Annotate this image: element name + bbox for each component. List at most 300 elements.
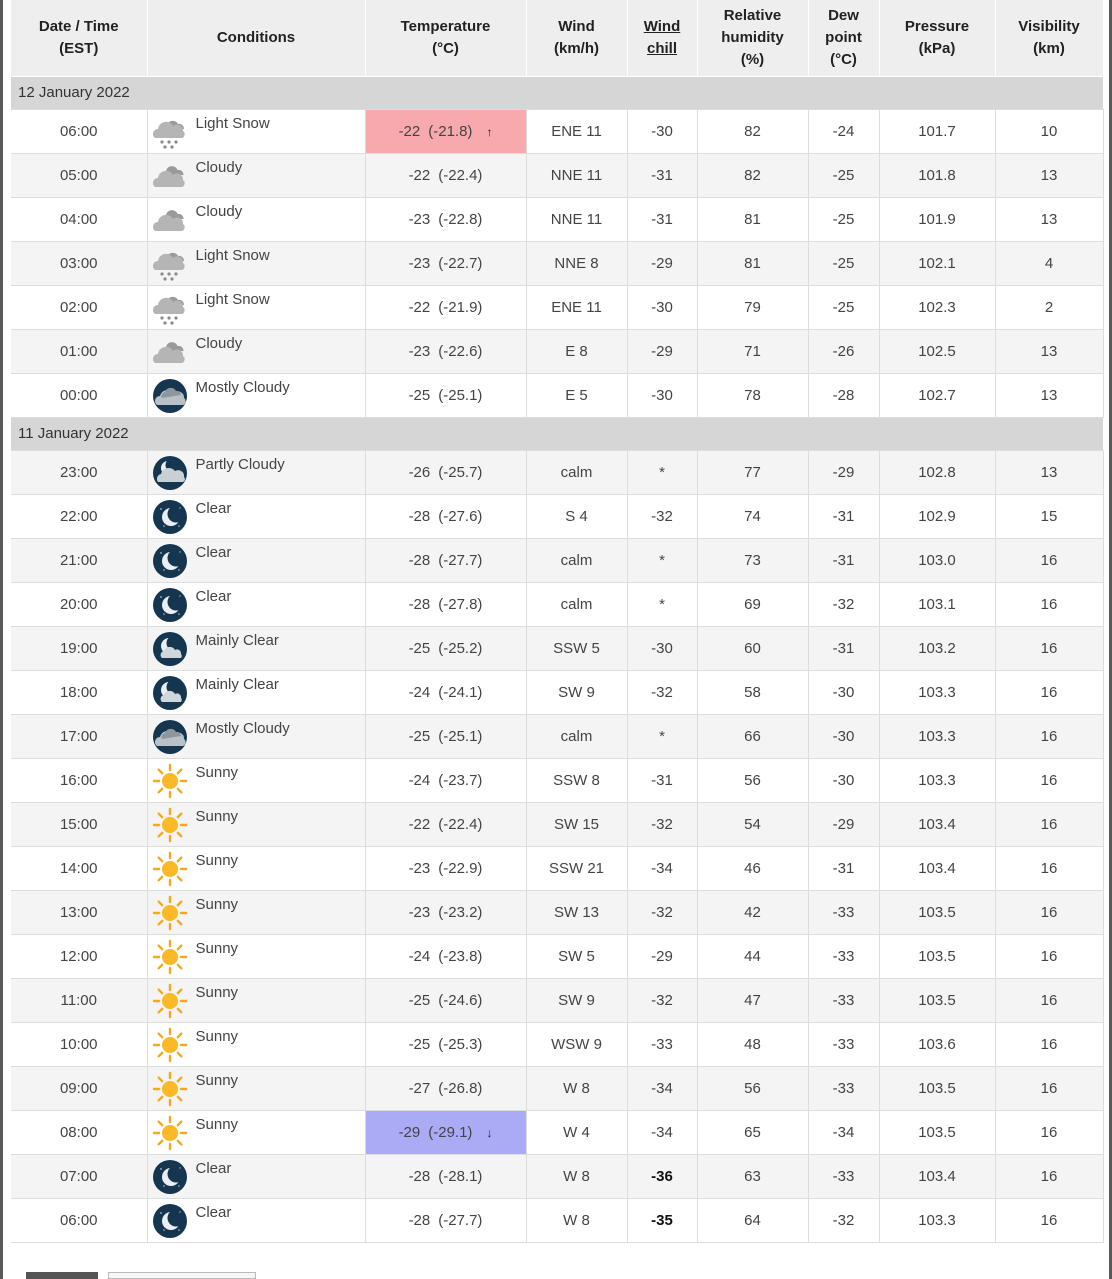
sunny-icon [152, 895, 188, 931]
humidity-cell: 71 [697, 329, 808, 373]
temp-precise: (-23.2) [438, 903, 483, 921]
wind-cell: SSW 21 [526, 846, 627, 890]
time-cell: 01:00 [11, 329, 147, 373]
condition-label: Sunny [195, 895, 239, 913]
condition-label: Sunny [195, 763, 239, 781]
windchill-cell: -29 [627, 241, 697, 285]
conditions-cell [147, 1110, 365, 1154]
windchill-cell: -32 [627, 890, 697, 934]
temperature-cell [365, 153, 526, 197]
pressure-cell: 103.3 [879, 714, 995, 758]
temp-precise: (-22.4) [438, 166, 483, 184]
temperature-cell [365, 1022, 526, 1066]
hourly-observations [11, 0, 1103, 1243]
visibility-cell: 16 [995, 626, 1103, 670]
table-row [11, 978, 1103, 1022]
mainly-clear-night-icon [152, 631, 188, 667]
humidity-cell: 65 [697, 1110, 808, 1154]
table-row [11, 285, 1103, 329]
condition-label: Sunny [195, 983, 239, 1001]
windchill-cell: -32 [627, 978, 697, 1022]
pressure-cell: 102.7 [879, 373, 995, 417]
wind-cell: NNE 11 [526, 197, 627, 241]
humidity-cell: 74 [697, 494, 808, 538]
wind-cell: S 4 [526, 494, 627, 538]
temperature-cell [365, 758, 526, 802]
clear-night-icon [152, 1159, 188, 1195]
wind-cell: NNE 8 [526, 241, 627, 285]
conditions-cell [147, 670, 365, 714]
temp-precise: (-25.7) [438, 463, 483, 481]
condition-label: Sunny [195, 851, 239, 869]
time-cell: 15:00 [11, 802, 147, 846]
conditions-cell [147, 890, 365, 934]
temp-value: -23 [408, 254, 431, 272]
temperature-cell [365, 197, 526, 241]
windchill-cell: * [627, 582, 697, 626]
condition-label: Sunny [195, 939, 239, 957]
time-cell: 10:00 [11, 1022, 147, 1066]
conditions-cell [147, 1022, 365, 1066]
windchill-cell: -30 [627, 285, 697, 329]
visibility-cell: 13 [995, 329, 1103, 373]
temp-precise: (-22.4) [438, 815, 483, 833]
pressure-cell: 103.1 [879, 582, 995, 626]
pressure-cell: 103.4 [879, 846, 995, 890]
conditions-cell [147, 1066, 365, 1110]
condition-label: Cloudy [195, 158, 243, 176]
temperature-cell [365, 978, 526, 1022]
visibility-cell: 16 [995, 538, 1103, 582]
table-row [11, 241, 1103, 285]
temp-value: -25 [408, 639, 431, 657]
header-pressure: Pressure (kPa) [879, 0, 995, 76]
header-humidity: Relative humidity (%) [697, 0, 808, 76]
windchill-cell: -32 [627, 802, 697, 846]
pressure-cell: 103.3 [879, 758, 995, 802]
temp-precise: (-21.8) [428, 122, 473, 140]
conditions-cell [147, 802, 365, 846]
visibility-cell: 2 [995, 285, 1103, 329]
temperature-cell [365, 450, 526, 494]
temperature-cell [365, 802, 526, 846]
windchill-cell: -30 [627, 109, 697, 153]
conditions-cell [147, 373, 365, 417]
wind-cell: SSW 5 [526, 626, 627, 670]
condition-label: Mainly Clear [195, 631, 279, 649]
dewpoint-cell: -33 [808, 890, 879, 934]
time-cell: 23:00 [11, 450, 147, 494]
condition-label: Sunny [195, 1115, 239, 1133]
temp-precise: (-22.7) [438, 254, 483, 272]
wind-cell: ENE 11 [526, 285, 627, 329]
time-cell: 09:00 [11, 1066, 147, 1110]
dewpoint-cell: -33 [808, 1022, 879, 1066]
temp-value: -23 [408, 210, 431, 228]
temp-value: -25 [408, 386, 431, 404]
time-cell: 05:00 [11, 153, 147, 197]
windchill-cell: -29 [627, 934, 697, 978]
temp-value: -22 [408, 166, 431, 184]
visibility-cell: 16 [995, 1154, 1103, 1198]
mostly-cloudy-night-icon [152, 378, 188, 414]
windchill-cell: -36 [627, 1154, 697, 1198]
table-body [11, 76, 1103, 1242]
conditions-cell [147, 846, 365, 890]
windchill-cell: * [627, 538, 697, 582]
time-cell: 17:00 [11, 714, 147, 758]
dewpoint-cell: -30 [808, 758, 879, 802]
sunny-icon [152, 983, 188, 1019]
condition-label: Clear [195, 543, 232, 561]
time-cell: 16:00 [11, 758, 147, 802]
dewpoint-cell: -33 [808, 978, 879, 1022]
table-row [11, 1066, 1103, 1110]
visibility-cell: 16 [995, 802, 1103, 846]
tab-active[interactable] [26, 1272, 98, 1279]
dewpoint-cell: -29 [808, 802, 879, 846]
temp-precise: (-22.6) [438, 342, 483, 360]
pressure-cell: 103.5 [879, 890, 995, 934]
table-row [11, 494, 1103, 538]
dewpoint-cell: -33 [808, 934, 879, 978]
condition-label: Clear [195, 1203, 232, 1221]
pressure-cell: 103.6 [879, 1022, 995, 1066]
visibility-cell: 16 [995, 1198, 1103, 1242]
weather-table [11, 0, 1104, 1243]
temp-precise: (-28.1) [438, 1167, 483, 1185]
sunny-icon [152, 939, 188, 975]
humidity-cell: 81 [697, 197, 808, 241]
pressure-cell: 102.8 [879, 450, 995, 494]
visibility-cell: 13 [995, 450, 1103, 494]
visibility-cell: 16 [995, 934, 1103, 978]
temp-value: -22 [408, 298, 431, 316]
visibility-cell: 16 [995, 714, 1103, 758]
wind-cell: SW 9 [526, 978, 627, 1022]
dewpoint-cell: -33 [808, 1066, 879, 1110]
temp-precise: (-24.1) [438, 683, 483, 701]
time-cell: 03:00 [11, 241, 147, 285]
time-cell: 13:00 [11, 890, 147, 934]
temp-value: -29 [398, 1123, 421, 1141]
table-row [11, 538, 1103, 582]
visibility-cell: 13 [995, 373, 1103, 417]
wind-cell: SW 9 [526, 670, 627, 714]
table-row [11, 934, 1103, 978]
header-row [11, 0, 1103, 76]
time-cell: 22:00 [11, 494, 147, 538]
temp-value: -25 [408, 1035, 431, 1053]
temperature-cell [365, 714, 526, 758]
temperature-cell [365, 1066, 526, 1110]
temperature-cell [365, 329, 526, 373]
condition-label: Clear [195, 1159, 232, 1177]
windchill-cell: -31 [627, 758, 697, 802]
temp-value: -27 [408, 1079, 431, 1097]
table-row [11, 890, 1103, 934]
table-row [11, 758, 1103, 802]
condition-label: Light Snow [195, 114, 270, 132]
temp-value: -28 [408, 1167, 431, 1185]
wind-cell: W 4 [526, 1110, 627, 1154]
temp-precise: (-25.1) [438, 386, 483, 404]
arrow-up-icon: ↑ [486, 124, 493, 139]
temperature-cell [365, 109, 526, 153]
visibility-cell: 16 [995, 670, 1103, 714]
temp-value: -24 [408, 683, 431, 701]
dewpoint-cell: -34 [808, 1110, 879, 1154]
dewpoint-cell: -32 [808, 582, 879, 626]
wind-cell: SW 5 [526, 934, 627, 978]
wind-cell: W 8 [526, 1154, 627, 1198]
wind-cell: E 5 [526, 373, 627, 417]
clear-night-icon [152, 587, 188, 623]
cloudy-icon [152, 202, 188, 238]
temp-precise: (-22.9) [438, 859, 483, 877]
temp-value: -23 [408, 342, 431, 360]
temperature-cell [365, 241, 526, 285]
temperature-cell [365, 934, 526, 978]
conditions-cell [147, 241, 365, 285]
pressure-cell: 102.9 [879, 494, 995, 538]
humidity-cell: 42 [697, 890, 808, 934]
header-temperature: Temperature (°C) [365, 0, 526, 76]
humidity-cell: 66 [697, 714, 808, 758]
temperature-cell [365, 846, 526, 890]
conditions-cell [147, 1154, 365, 1198]
windchill-cell: -29 [627, 329, 697, 373]
temperature-cell [365, 285, 526, 329]
humidity-cell: 82 [697, 109, 808, 153]
conditions-cell [147, 109, 365, 153]
windchill-cell: -34 [627, 1066, 697, 1110]
humidity-cell: 58 [697, 670, 808, 714]
temp-precise: (-25.2) [438, 639, 483, 657]
windchill-cell: -32 [627, 670, 697, 714]
wind-cell: calm [526, 582, 627, 626]
light-snow-icon [152, 290, 188, 326]
humidity-cell: 73 [697, 538, 808, 582]
dewpoint-cell: -31 [808, 494, 879, 538]
temp-precise: (-27.8) [438, 595, 483, 613]
pressure-cell: 101.7 [879, 109, 995, 153]
date-label: 11 January 2022 [11, 417, 1103, 450]
humidity-cell: 60 [697, 626, 808, 670]
mainly-clear-night-icon [152, 675, 188, 711]
cloudy-icon [152, 158, 188, 194]
wind-cell: calm [526, 714, 627, 758]
temp-precise: (-25.1) [438, 727, 483, 745]
window-frame-left [0, 0, 3, 1279]
arrow-down-icon: ↓ [486, 1125, 493, 1140]
pressure-cell: 102.5 [879, 329, 995, 373]
temp-precise: (-24.6) [438, 991, 483, 1009]
temperature-cell [365, 1154, 526, 1198]
cloudy-icon [152, 334, 188, 370]
table-row [11, 197, 1103, 241]
temp-value: -23 [408, 903, 431, 921]
wind-cell: W 8 [526, 1198, 627, 1242]
windchill-cell: -32 [627, 494, 697, 538]
pressure-cell: 103.5 [879, 1110, 995, 1154]
header-wind: Wind (km/h) [526, 0, 627, 76]
temp-value: -23 [408, 859, 431, 877]
conditions-cell [147, 538, 365, 582]
conditions-cell [147, 450, 365, 494]
header-conditions: Conditions [147, 0, 365, 76]
humidity-cell: 63 [697, 1154, 808, 1198]
sunny-icon [152, 763, 188, 799]
time-cell: 02:00 [11, 285, 147, 329]
temp-precise: (-27.7) [438, 551, 483, 569]
pressure-cell: 103.4 [879, 1154, 995, 1198]
temperature-cell [365, 1198, 526, 1242]
table-row [11, 626, 1103, 670]
pressure-cell: 103.5 [879, 1066, 995, 1110]
condition-label: Clear [195, 587, 232, 605]
dewpoint-cell: -33 [808, 1154, 879, 1198]
condition-label: Mainly Clear [195, 675, 279, 693]
temperature-cell [365, 582, 526, 626]
pressure-cell: 103.5 [879, 978, 995, 1022]
time-cell: 08:00 [11, 1110, 147, 1154]
humidity-cell: 48 [697, 1022, 808, 1066]
temp-precise: (-23.8) [438, 947, 483, 965]
humidity-cell: 81 [697, 241, 808, 285]
temp-value: -26 [408, 463, 431, 481]
visibility-cell: 16 [995, 978, 1103, 1022]
dewpoint-cell: -26 [808, 329, 879, 373]
temp-precise: (-22.8) [438, 210, 483, 228]
conditions-cell [147, 494, 365, 538]
humidity-cell: 69 [697, 582, 808, 626]
visibility-cell: 16 [995, 1066, 1103, 1110]
pressure-cell: 103.4 [879, 802, 995, 846]
table-row [11, 109, 1103, 153]
windchill-cell: * [627, 714, 697, 758]
conditions-cell [147, 626, 365, 670]
windchill-cell: -33 [627, 1022, 697, 1066]
time-cell: 18:00 [11, 670, 147, 714]
condition-label: Clear [195, 499, 232, 517]
windchill-cell: -35 [627, 1198, 697, 1242]
table-row [11, 714, 1103, 758]
temperature-cell [365, 494, 526, 538]
dewpoint-cell: -24 [808, 109, 879, 153]
date-label: 12 January 2022 [11, 76, 1103, 109]
visibility-cell: 16 [995, 1022, 1103, 1066]
temp-value: -28 [408, 595, 431, 613]
pressure-cell: 102.1 [879, 241, 995, 285]
visibility-cell: 16 [995, 582, 1103, 626]
conditions-cell [147, 978, 365, 1022]
wind-cell: SSW 8 [526, 758, 627, 802]
humidity-cell: 56 [697, 1066, 808, 1110]
wind-cell: SW 13 [526, 890, 627, 934]
visibility-cell: 15 [995, 494, 1103, 538]
condition-label: Sunny [195, 1071, 239, 1089]
temperature-cell [365, 1110, 526, 1154]
table-row [11, 582, 1103, 626]
pressure-cell: 103.2 [879, 626, 995, 670]
conditions-cell [147, 714, 365, 758]
mostly-cloudy-night-icon [152, 719, 188, 755]
dewpoint-cell: -25 [808, 153, 879, 197]
condition-label: Sunny [195, 1027, 239, 1045]
wind-cell: SW 15 [526, 802, 627, 846]
humidity-cell: 79 [697, 285, 808, 329]
light-snow-icon [152, 246, 188, 282]
pressure-cell: 103.0 [879, 538, 995, 582]
pressure-cell: 101.8 [879, 153, 995, 197]
visibility-cell: 10 [995, 109, 1103, 153]
condition-label: Sunny [195, 807, 239, 825]
condition-label: Mostly Cloudy [195, 378, 290, 396]
visibility-cell: 16 [995, 890, 1103, 934]
clear-night-icon [152, 543, 188, 579]
wind-cell: WSW 9 [526, 1022, 627, 1066]
header-datetime: Date / Time (EST) [11, 0, 147, 76]
table-row [11, 1110, 1103, 1154]
time-cell: 21:00 [11, 538, 147, 582]
humidity-cell: 44 [697, 934, 808, 978]
temp-precise: (-26.8) [438, 1079, 483, 1097]
tab-inactive[interactable] [108, 1272, 256, 1279]
header-windchill-link[interactable]: Wind chill [627, 0, 697, 76]
temperature-cell [365, 890, 526, 934]
condition-label: Light Snow [195, 290, 270, 308]
pressure-cell: 103.3 [879, 1198, 995, 1242]
temp-value: -25 [408, 727, 431, 745]
humidity-cell: 56 [697, 758, 808, 802]
table-row [11, 670, 1103, 714]
clear-night-icon [152, 1203, 188, 1239]
table-row [11, 1022, 1103, 1066]
dewpoint-cell: -25 [808, 241, 879, 285]
pressure-cell: 102.3 [879, 285, 995, 329]
windchill-cell: -30 [627, 373, 697, 417]
visibility-cell: 4 [995, 241, 1103, 285]
time-cell: 07:00 [11, 1154, 147, 1198]
temperature-cell [365, 670, 526, 714]
time-cell: 11:00 [11, 978, 147, 1022]
temp-precise: (-21.9) [438, 298, 483, 316]
humidity-cell: 78 [697, 373, 808, 417]
wind-cell: E 8 [526, 329, 627, 373]
time-cell: 20:00 [11, 582, 147, 626]
dewpoint-cell: -25 [808, 285, 879, 329]
conditions-cell [147, 758, 365, 802]
conditions-cell [147, 582, 365, 626]
temp-precise: (-27.7) [438, 1211, 483, 1229]
humidity-cell: 46 [697, 846, 808, 890]
visibility-cell: 16 [995, 1110, 1103, 1154]
temperature-cell [365, 538, 526, 582]
table-row [11, 802, 1103, 846]
temperature-cell [365, 373, 526, 417]
pressure-cell: 103.5 [879, 934, 995, 978]
dewpoint-cell: -31 [808, 538, 879, 582]
dewpoint-cell: -30 [808, 714, 879, 758]
table-row [11, 153, 1103, 197]
condition-label: Partly Cloudy [195, 455, 285, 473]
dewpoint-cell: -31 [808, 846, 879, 890]
wind-cell: calm [526, 538, 627, 582]
temp-value: -22 [398, 122, 421, 140]
time-cell: 12:00 [11, 934, 147, 978]
windchill-cell: -34 [627, 1110, 697, 1154]
